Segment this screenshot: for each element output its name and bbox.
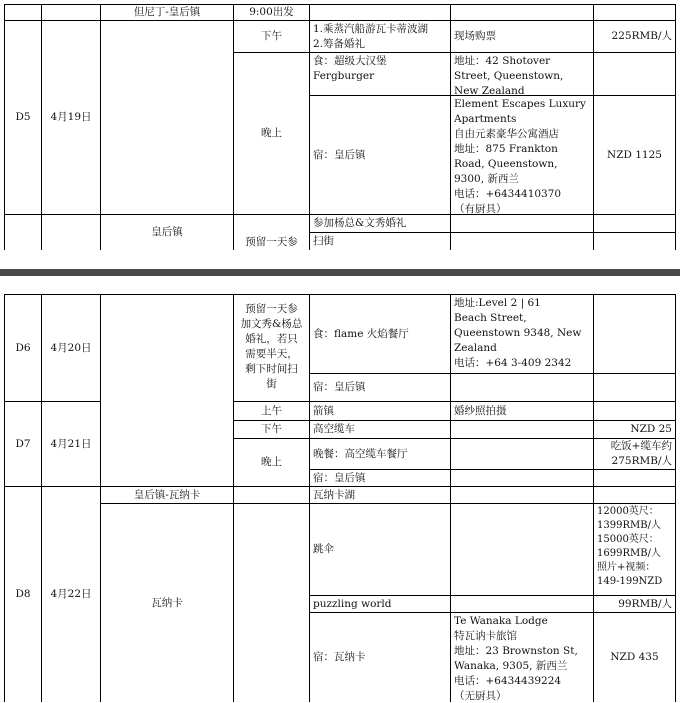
d6-food-address: 地址:Level 2 | 61 Beach Street, Queenstown 9348, New Zealand 电话：+64 3-409 2342 [450,294,593,373]
d5-food-address: 地址：42 Shotover Street, Queenstown, New Zealand [450,52,593,95]
route-label: 但尼丁-皇后镇 [100,4,233,20]
page-separator [0,269,680,276]
d8-puzzling-price: 99RMB/人 [593,595,676,612]
time-evening: 晚上 [233,52,309,214]
day-d8: D8 [4,486,41,702]
page-gap [0,276,680,294]
time-afternoon: 下午 [233,20,309,52]
reserve-note: 预留一天参 [245,236,298,248]
reserve-note-continued: 预留一天参 加文秀&杨总 婚礼，若只 需要半天， 剩下时间扫 街 [240,303,303,390]
d7-dinner-price: 吃饭+缆车约 275RMB/人 [593,438,676,469]
day-d6: D6 [4,294,41,401]
d7-stay: 宿：皇后镇 [309,469,450,486]
date-d7: 4月21日 [41,401,100,486]
d8-puzzling-world: puzzling world [309,595,450,612]
day-d7: D7 [4,401,41,486]
d5-stay: 宿：皇后镇 [309,95,450,214]
d8-lake: 瓦纳卡湖 [309,486,450,503]
d5-ticket-note: 现场购票 [450,20,593,52]
d7-morning-note: 婚纱照拍摄 [450,401,593,420]
d5-afternoon-activity: 1.乘蒸汽船游瓦卡蒂波湖 2.筹备婚礼 [309,20,450,52]
d5-afternoon-price: 225RMB/人 [593,20,676,52]
d6-food: 食：flame 火焰餐厅 [309,294,450,373]
d6-stay: 宿：皇后镇 [309,373,450,401]
d7-afternoon-activity: 高空缆车 [309,420,450,438]
route-time: 9:00出发 [233,4,309,20]
time-evening-d7: 晚上 [233,438,309,486]
d7-afternoon-price: NZD 25 [593,420,676,438]
city-queenstown: 皇后镇 [100,214,233,250]
d5-food: 食：超级大汉堡 Fergburger [309,52,450,95]
d7-morning-activity: 箭镇 [309,401,450,420]
time-afternoon-d7: 下午 [233,420,309,438]
date-d8: 4月22日 [41,486,100,702]
d8-stay-price: NZD 435 [593,612,676,702]
wedding-activity: 参加杨总&文秀婚礼 [309,214,450,232]
sweep-activity: 扫街 [309,232,450,250]
d7-dinner: 晚餐：高空缆车餐厅 [309,438,450,469]
d8-stay: 宿：瓦纳卡 [309,612,450,702]
route2-label: 皇后镇-瓦纳卡 [100,486,233,503]
d8-stay-detail: Te Wanaka Lodge 特瓦讷卡旅馆 地址：23 Brownston St, Wanaka, 9305, 新西兰 电话：+6434439224 （无厨具） [450,612,593,702]
city-wanaka: 瓦纳卡 [100,503,233,702]
d5-stay-price: NZD 1125 [593,95,676,214]
day-d5: D5 [4,20,41,214]
date-d5: 4月19日 [41,20,100,214]
date-d6: 4月20日 [41,294,100,401]
page-gap [0,250,680,269]
d8-skydive: 跳伞 [309,503,450,595]
d5-stay-detail: Element Escapes Luxury Apartments 自由元素豪华公寓酒店 地址：875 Frankton Road, Queenstown, 9300, 新西兰 电话：+6434410370 （有厨具） [450,95,593,214]
d8-skydive-price: 12000英尺： 1399RMB/人 15000英尺： 1699RMB/人 照片+视频： 149-199NZD [593,503,676,595]
time-morning: 上午 [233,401,309,420]
